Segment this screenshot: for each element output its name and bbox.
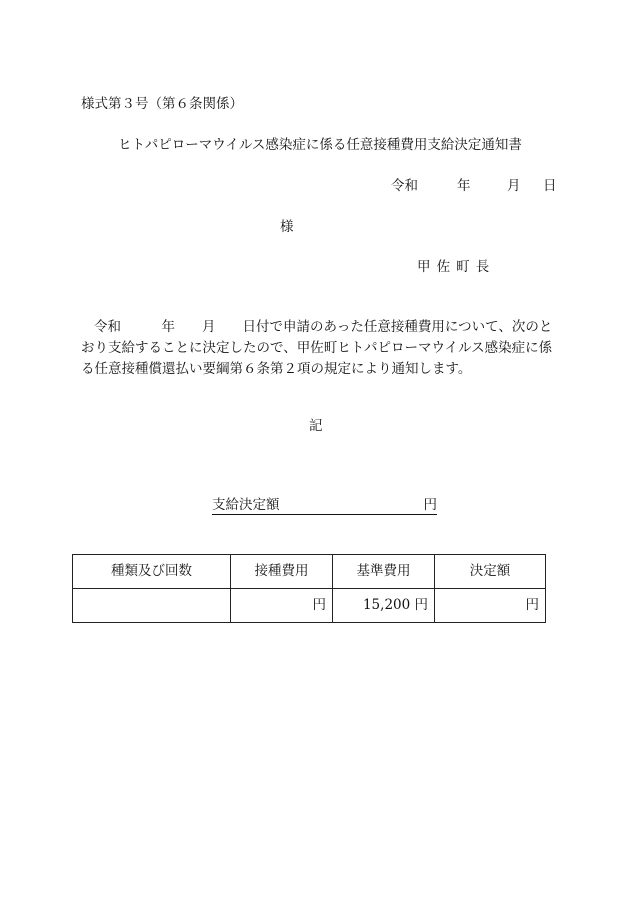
body-line-3: る任意接種償還払い要綱第６条第２項の規定により通知します。 bbox=[81, 361, 472, 377]
date-day: 日 bbox=[543, 178, 557, 194]
date-era: 令和 bbox=[391, 178, 418, 194]
table-row bbox=[73, 589, 546, 623]
amount-line bbox=[212, 497, 437, 515]
table-header-row bbox=[73, 555, 546, 589]
amount-label: 支給決定額 bbox=[212, 497, 280, 513]
body-line-2: おり支給することに決定したので、甲佐町ヒトパピローマウイルス感染症に係 bbox=[81, 340, 553, 356]
cell-standard-cost: 15,200 円 bbox=[333, 589, 435, 623]
ki-heading: 記 bbox=[309, 418, 323, 434]
addressee-suffix: 様 bbox=[280, 219, 294, 235]
cell-decided-amount: 円 bbox=[435, 589, 546, 623]
fee-table bbox=[72, 554, 546, 623]
date-line bbox=[391, 178, 557, 194]
date-year: 年 bbox=[457, 178, 471, 194]
header-decided-amount: 決定額 bbox=[435, 555, 546, 589]
form-number: 様式第３号（第６条関係） bbox=[81, 96, 243, 112]
amount-unit: 円 bbox=[423, 497, 437, 513]
cell-type-count bbox=[73, 589, 231, 623]
issuer-name: 甲佐町長 bbox=[417, 259, 496, 275]
header-vaccination-cost: 接種費用 bbox=[231, 555, 333, 589]
document-title: ヒトパピローマウイルス感染症に係る任意接種費用支給決定通知書 bbox=[118, 137, 522, 153]
body-line-1: 令和 年 月 日付で申請のあった任意接種費用について、次のと bbox=[94, 319, 553, 335]
date-month: 月 bbox=[507, 178, 521, 194]
header-standard-cost: 基準費用 bbox=[333, 555, 435, 589]
body-paragraph bbox=[81, 317, 551, 380]
header-type-count: 種類及び回数 bbox=[73, 555, 231, 589]
cell-vaccination-cost: 円 bbox=[231, 589, 333, 623]
